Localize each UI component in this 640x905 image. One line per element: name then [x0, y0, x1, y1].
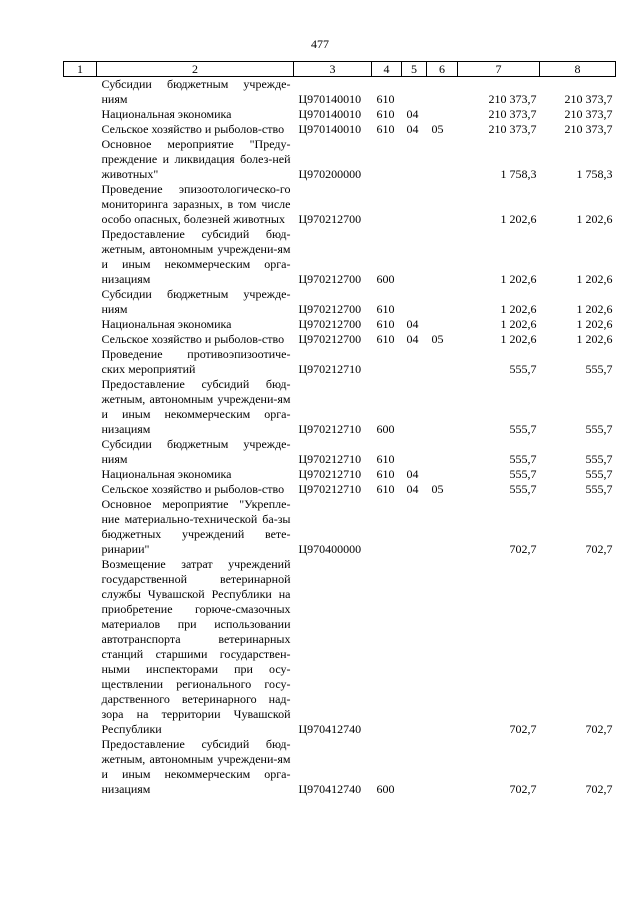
row-name-cell: Сельское хозяйство и рыболов-ство: [101, 332, 285, 346]
row-name-cell: Предоставление субсидий бюд-жетным, автономным учреждени-ям и иным некоммерческим орга-низациям: [101, 377, 291, 436]
row-spacer-cell: [64, 497, 97, 557]
row-subsection-cell: [427, 107, 458, 122]
column-header: 8: [540, 62, 616, 77]
table-header-row: [64, 62, 616, 77]
row-amount-col8: 1 202,6: [576, 332, 613, 346]
row-amount-col8: 555,7: [585, 362, 613, 376]
row-section-cell: [402, 437, 427, 467]
column-header: 7: [458, 62, 540, 77]
table-row: [64, 317, 616, 332]
row-amount-col8: 702,7: [585, 722, 613, 736]
row-spacer-cell: [64, 347, 97, 377]
column-header: 6: [427, 62, 458, 77]
table-row: [64, 122, 616, 137]
row-amount-col7: 1 202,6: [500, 332, 537, 346]
row-amount-col7: 210 373,7: [488, 122, 537, 136]
row-spacer-cell: [64, 77, 97, 108]
row-amount-col7: 555,7: [509, 422, 537, 436]
table-row: [64, 497, 616, 557]
row-subsection-cell: [427, 377, 458, 437]
column-header: 3: [294, 62, 372, 77]
row-amount-col7: 210 373,7: [488, 107, 537, 121]
table-row: [64, 77, 616, 108]
row-amount-col7: 210 373,7: [488, 92, 537, 106]
row-section-cell: [402, 737, 427, 797]
row-subtype-cell: [372, 497, 402, 557]
row-amount-col7: 555,7: [509, 452, 537, 466]
row-code-cell: Ц970412740: [298, 722, 362, 736]
row-section-cell: [402, 377, 427, 437]
row-spacer-cell: [64, 317, 97, 332]
row-subtype-cell: [372, 347, 402, 377]
row-subtype-cell: 600: [376, 272, 395, 286]
row-amount-col8: 1 202,6: [576, 212, 613, 226]
row-name-cell: Национальная экономика: [101, 107, 232, 121]
row-subtype-cell: 610: [376, 452, 395, 466]
row-section-cell: [402, 347, 427, 377]
row-spacer-cell: [64, 437, 97, 467]
row-spacer-cell: [64, 737, 97, 797]
row-section-cell: [402, 227, 427, 287]
row-subsection-cell: [427, 437, 458, 467]
row-subtype-cell: 610: [376, 122, 395, 136]
table-row: [64, 287, 616, 317]
row-name-cell: Возмещение затрат учреждений государственной ветеринарной службы Чувашской Республики на приобретение горюче-смазочных материалов при использовании автотранспорта ветеринарных станций старшими государствен-ными инспекторами при осу-ществлении регионального госу-дарственного ветеринарного над-зора на территории Чувашской Республики: [101, 557, 291, 736]
table-row: [64, 182, 616, 227]
row-amount-col8: 555,7: [585, 482, 613, 496]
row-section-cell: 04: [406, 107, 419, 121]
column-header: 5: [402, 62, 427, 77]
row-section-cell: [402, 77, 427, 108]
row-subsection-cell: [427, 77, 458, 108]
row-amount-col7: 1 202,6: [500, 302, 537, 316]
row-amount-col7: 555,7: [509, 482, 537, 496]
table-row: [64, 332, 616, 347]
row-subsection-cell: 05: [431, 122, 444, 136]
row-subtype-cell: 610: [376, 92, 395, 106]
table-row: [64, 437, 616, 467]
row-amount-col7: 1 202,6: [500, 212, 537, 226]
row-code-cell: Ц970400000: [298, 542, 362, 556]
row-amount-col8: 210 373,7: [564, 107, 613, 121]
row-subsection-cell: [427, 347, 458, 377]
row-amount-col8: 1 202,6: [576, 302, 613, 316]
row-amount-col7: 1 202,6: [500, 317, 537, 331]
row-subsection-cell: [427, 737, 458, 797]
row-spacer-cell: [64, 332, 97, 347]
row-name-cell: Основное мероприятие "Укрепле-ние материально-технической ба-зы бюджетных учреждений вете-ринарии": [101, 497, 291, 556]
row-spacer-cell: [64, 122, 97, 137]
row-code-cell: Ц970140010: [298, 107, 362, 121]
row-name-cell: Предоставление субсидий бюд-жетным, автономным учреждени-ям и иным некоммерческим орга-низациям: [101, 737, 291, 796]
row-section-cell: [402, 287, 427, 317]
row-subsection-cell: [427, 317, 458, 332]
row-name-cell: Субсидии бюджетным учрежде-ниям: [101, 437, 291, 466]
row-code-cell: Ц970212710: [298, 452, 362, 466]
row-subtype-cell: 600: [376, 422, 395, 436]
row-subsection-cell: 05: [431, 482, 444, 496]
row-amount-col8: 210 373,7: [564, 122, 613, 136]
row-amount-col8: 555,7: [585, 452, 613, 466]
row-name-cell: Национальная экономика: [101, 467, 232, 481]
row-amount-col7: 1 758,3: [500, 167, 537, 181]
row-spacer-cell: [64, 182, 97, 227]
row-section-cell: 04: [406, 332, 419, 346]
row-subsection-cell: [427, 287, 458, 317]
table-row: [64, 107, 616, 122]
row-subtype-cell: 610: [376, 332, 395, 346]
table-row: [64, 482, 616, 497]
row-spacer-cell: [64, 467, 97, 482]
table-row: [64, 227, 616, 287]
row-subsection-cell: 05: [431, 332, 444, 346]
row-section-cell: 04: [406, 122, 419, 136]
row-section-cell: [402, 557, 427, 737]
table-row: [64, 557, 616, 737]
row-name-cell: Национальная экономика: [101, 317, 232, 331]
row-code-cell: Ц970212710: [298, 422, 362, 436]
row-subtype-cell: 600: [376, 782, 395, 796]
row-subtype-cell: 610: [376, 302, 395, 316]
row-amount-col7: 555,7: [509, 362, 537, 376]
row-section-cell: 04: [406, 467, 419, 481]
row-name-cell: Проведение противоэпизоотиче-ских мероприятий: [101, 347, 291, 376]
row-code-cell: Ц970412740: [298, 782, 362, 796]
row-amount-col8: 702,7: [585, 542, 613, 556]
row-name-cell: Проведение эпизоотологическо-го мониторинга заразных, в том числе особо опасных, болезней животных: [101, 182, 291, 226]
row-amount-col7: 702,7: [509, 782, 537, 796]
row-section-cell: 04: [406, 482, 419, 496]
row-code-cell: Ц970212710: [298, 362, 362, 376]
row-code-cell: Ц970212700: [298, 212, 362, 226]
row-section-cell: [402, 497, 427, 557]
row-amount-col8: 1 758,3: [576, 167, 613, 181]
row-spacer-cell: [64, 287, 97, 317]
row-subtype-cell: [372, 137, 402, 182]
row-spacer-cell: [64, 482, 97, 497]
row-subsection-cell: [427, 137, 458, 182]
row-spacer-cell: [64, 377, 97, 437]
row-amount-col8: 702,7: [585, 782, 613, 796]
row-name-cell: Предоставление субсидий бюд-жетным, автономным учреждени-ям и иным некоммерческим орга-низациям: [101, 227, 291, 286]
table-row: [64, 137, 616, 182]
row-amount-col8: 1 202,6: [576, 272, 613, 286]
row-amount-col8: 1 202,6: [576, 317, 613, 331]
row-subsection-cell: [427, 497, 458, 557]
row-code-cell: Ц970140010: [298, 92, 362, 106]
row-subtype-cell: 610: [376, 467, 395, 481]
row-code-cell: Ц970212710: [298, 467, 362, 481]
row-code-cell: Ц970212700: [298, 317, 362, 331]
row-amount-col7: 1 202,6: [500, 272, 537, 286]
row-subsection-cell: [427, 227, 458, 287]
budget-table: [63, 61, 616, 797]
row-amount-col7: 702,7: [509, 542, 537, 556]
row-section-cell: [402, 182, 427, 227]
table-row: [64, 467, 616, 482]
row-code-cell: Ц970212700: [298, 302, 362, 316]
row-code-cell: Ц970200000: [298, 167, 362, 181]
row-name-cell: Сельское хозяйство и рыболов-ство: [101, 122, 285, 136]
page-number: 477: [311, 37, 329, 51]
row-spacer-cell: [64, 107, 97, 122]
row-spacer-cell: [64, 137, 97, 182]
table-body: [64, 77, 616, 798]
row-amount-col8: 210 373,7: [564, 92, 613, 106]
row-section-cell: [402, 137, 427, 182]
column-header: 4: [372, 62, 402, 77]
row-subsection-cell: [427, 467, 458, 482]
table-row: [64, 377, 616, 437]
row-amount-col7: 555,7: [509, 467, 537, 481]
row-subsection-cell: [427, 557, 458, 737]
row-amount-col7: 702,7: [509, 722, 537, 736]
row-subtype-cell: 610: [376, 482, 395, 496]
row-name-cell: Субсидии бюджетным учрежде-ниям: [101, 77, 291, 106]
column-header: 2: [97, 62, 294, 77]
row-subtype-cell: 610: [376, 107, 395, 121]
row-code-cell: Ц970212710: [298, 482, 362, 496]
row-amount-col8: 555,7: [585, 467, 613, 481]
row-amount-col8: 555,7: [585, 422, 613, 436]
row-code-cell: Ц970140010: [298, 122, 362, 136]
column-header: 1: [64, 62, 97, 77]
row-subsection-cell: [427, 182, 458, 227]
row-spacer-cell: [64, 557, 97, 737]
table-row: [64, 347, 616, 377]
row-subtype-cell: [372, 182, 402, 227]
row-name-cell: Основное мероприятие "Преду-преждение и ликвидация болез-ней животных": [101, 137, 291, 181]
row-section-cell: 04: [406, 317, 419, 331]
row-code-cell: Ц970212700: [298, 332, 362, 346]
row-name-cell: Субсидии бюджетным учрежде-ниям: [101, 287, 291, 316]
row-subtype-cell: 610: [376, 317, 395, 331]
row-subtype-cell: [372, 557, 402, 737]
row-code-cell: Ц970212700: [298, 272, 362, 286]
row-name-cell: Сельское хозяйство и рыболов-ство: [101, 482, 285, 496]
row-spacer-cell: [64, 227, 97, 287]
table-row: [64, 737, 616, 797]
